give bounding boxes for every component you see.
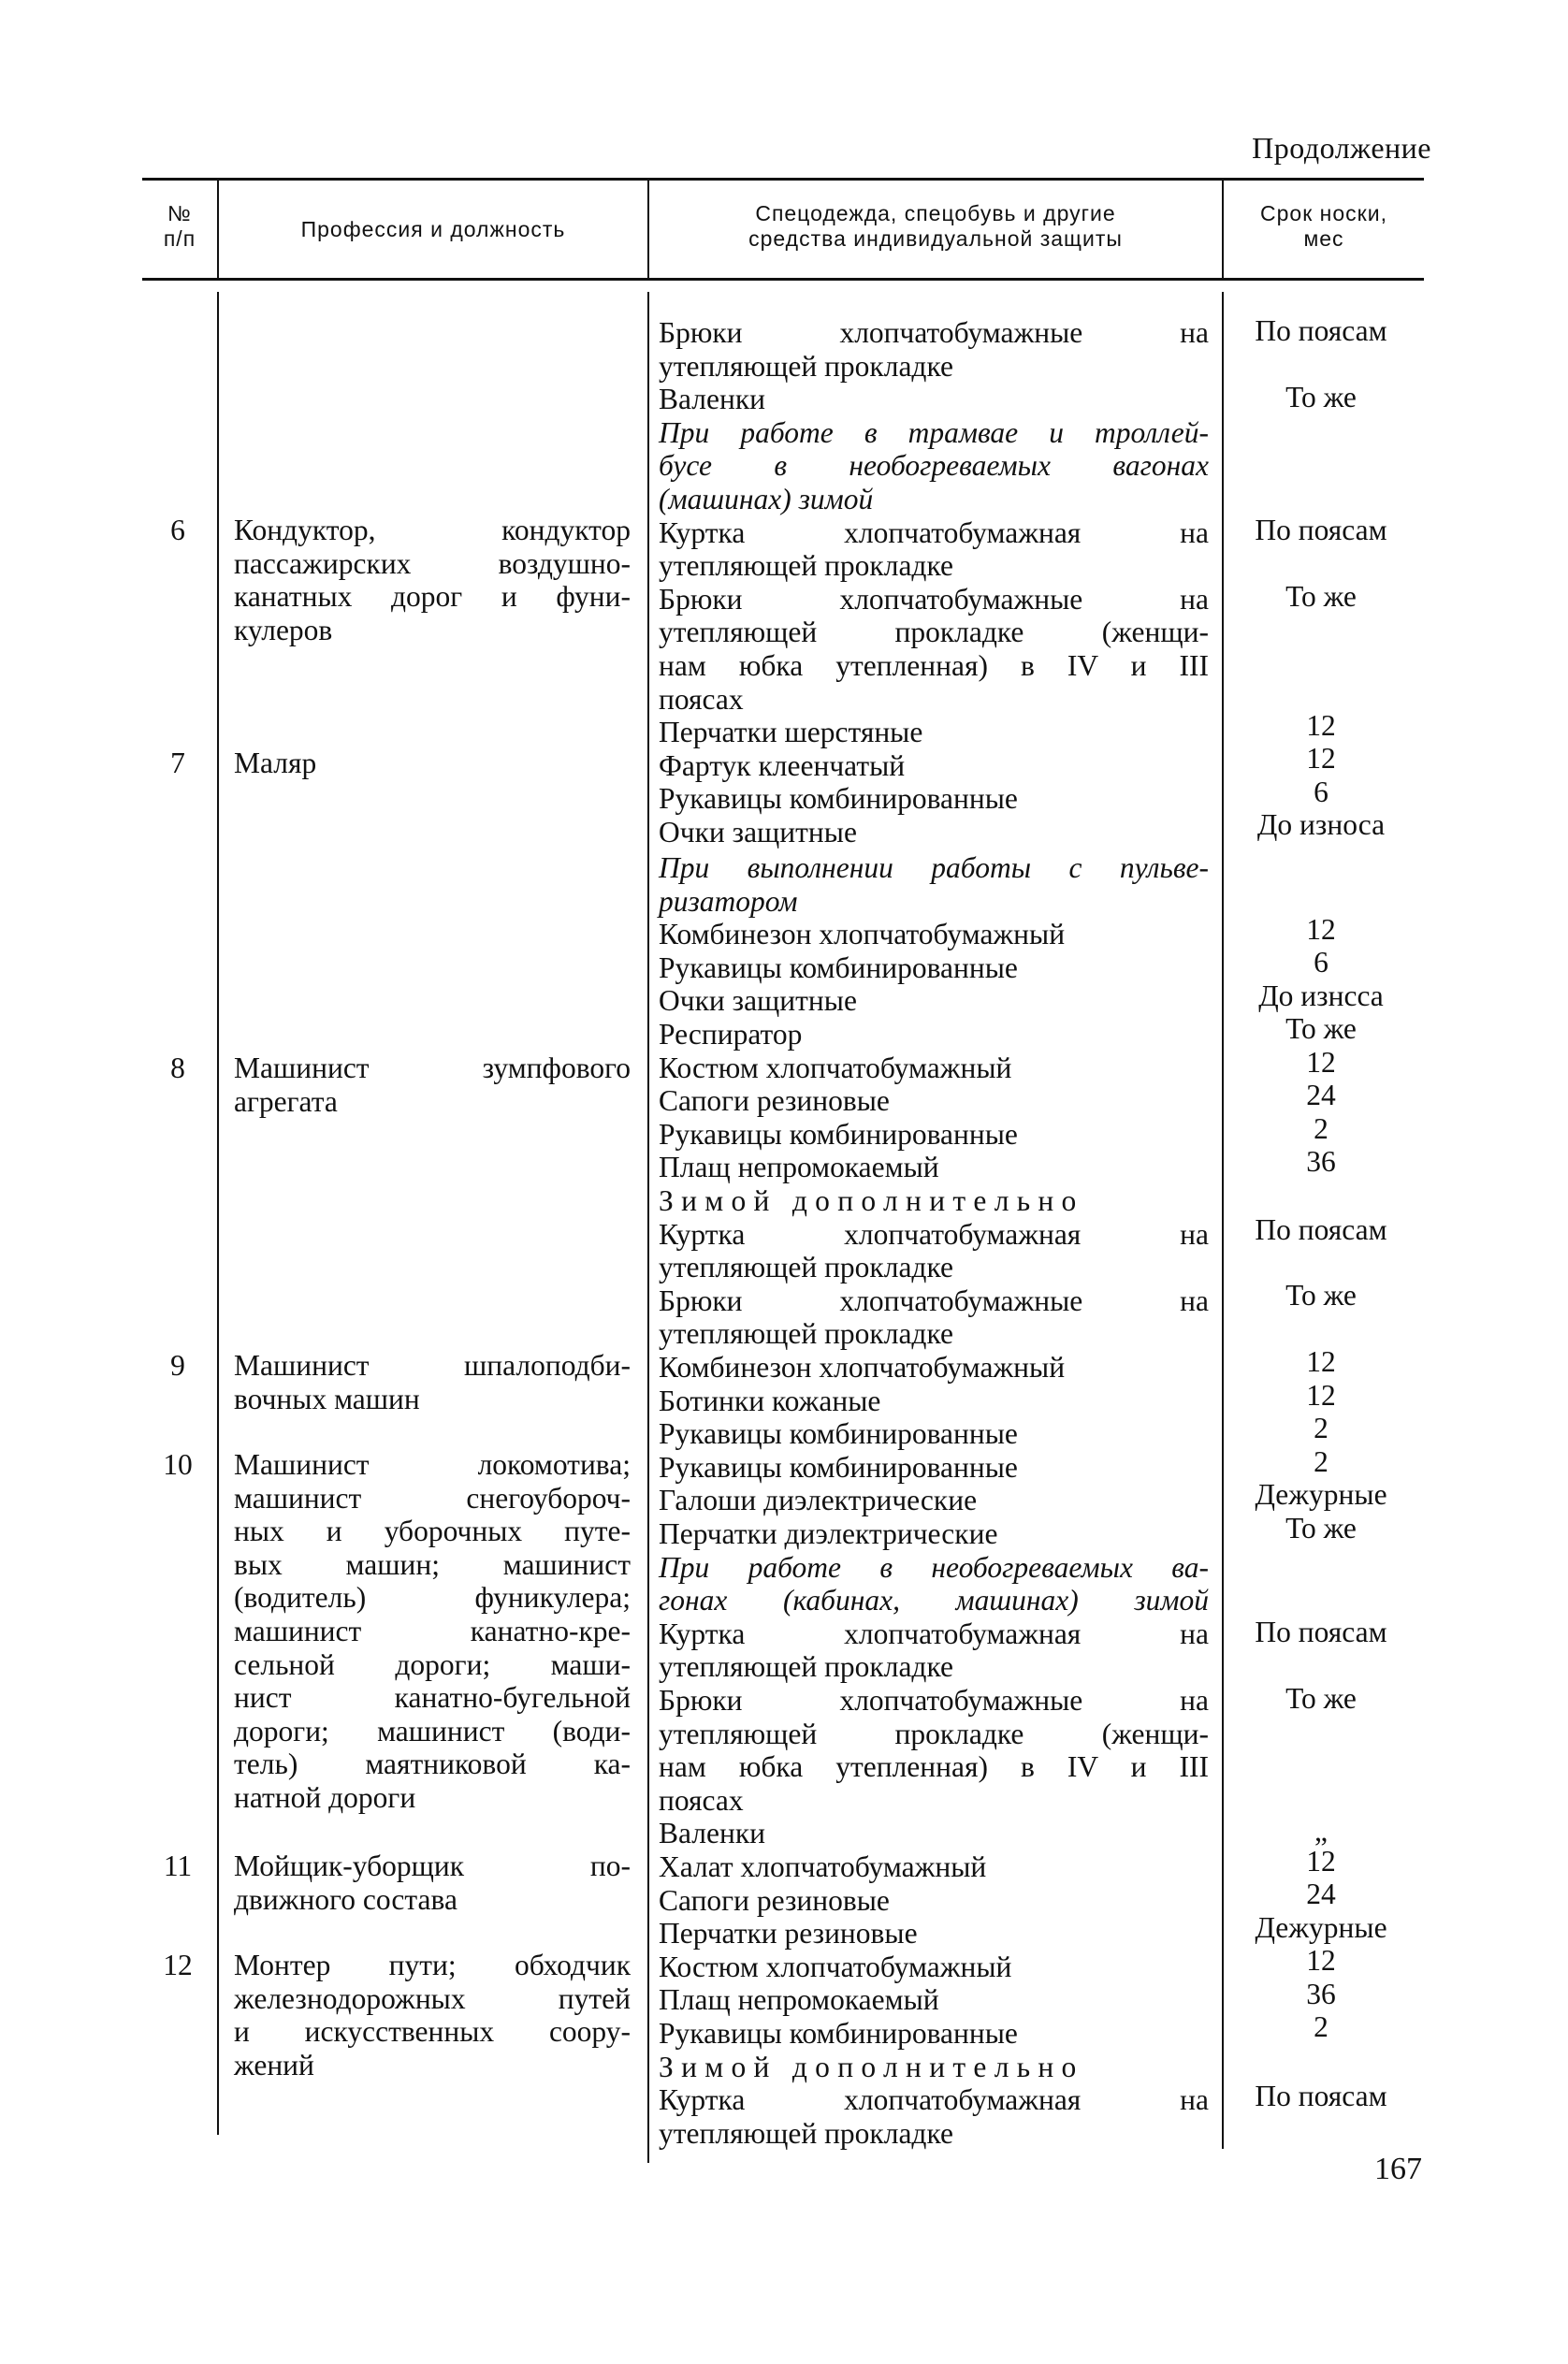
equipment-line: Комбинезон хлопчатобумажный: [659, 918, 1066, 951]
profession-line: дороги; машинист (води-: [234, 1714, 631, 1748]
row-num: 7: [170, 747, 185, 779]
equipment-line: Куртка хлопчатобумажная на: [659, 1217, 1209, 1251]
equipment-line: Перчатки диэлектрические: [659, 1517, 998, 1550]
equipment-line: бусе в необогреваемых вагонах: [659, 449, 1209, 483]
equipment-line: Костюм хлопчатобумажный: [659, 1051, 1012, 1084]
equipment-line: нам юбка утепленная) в IV и III: [659, 649, 1209, 682]
row-num: 8: [170, 1051, 185, 1084]
profession-line: Мойщик-уборщик по-: [234, 1849, 631, 1882]
header-term: [1224, 201, 1424, 252]
equipment-line: Валенки: [659, 1817, 765, 1850]
header-term-line: мес: [1303, 226, 1344, 251]
equipment-line: утепляющей прокладке: [659, 349, 953, 383]
equipment-line: Очки защитные: [659, 984, 857, 1018]
profession-line: канатных дорог и фуни-: [234, 580, 631, 614]
equipment-line: Брюки хлопчатобумажные на: [659, 1684, 1209, 1717]
term-value: По поясам: [1255, 1616, 1387, 1648]
term-value: Дежурные: [1255, 1478, 1387, 1511]
body-sep-2: [647, 292, 649, 2163]
equipment-line: гонах (кабинах, машинах) зимой: [659, 1584, 1209, 1617]
term-value: До износа: [1256, 808, 1386, 841]
term-value: 36: [1306, 1145, 1336, 1178]
equipment-line: Плащ непромокаемый: [659, 1983, 939, 2017]
row-num: 12: [163, 1949, 193, 1981]
header-term-line: Срок носки,: [1260, 201, 1387, 225]
term-value: То же: [1285, 381, 1357, 413]
profession-line: машинист снегоубороч-: [234, 1481, 631, 1515]
equipment-line: Перчатки резиновые: [659, 1917, 918, 1951]
profession-line: Машинист зумпфового: [234, 1051, 631, 1084]
term-value: 12: [1306, 1845, 1336, 1878]
term-value: „: [1314, 1815, 1328, 1848]
profession-line: Кондуктор, кондуктор: [234, 514, 631, 546]
term-value: По поясам: [1255, 2080, 1387, 2112]
equipment-line: поясах: [659, 682, 744, 716]
equipment-line: утепляющей прокладке (женщи-: [659, 616, 1209, 649]
equipment-line: Ботинки кожаные: [659, 1384, 881, 1417]
equipment-line: Рукавицы комбинированные: [659, 782, 1018, 816]
equipment-line: Рукавицы комбинированные: [659, 1117, 1018, 1151]
equipment-line: ризатором: [659, 884, 798, 918]
term-value: 36: [1306, 1978, 1336, 2010]
equipment-line: Сапоги резиновые: [659, 1883, 890, 1917]
equipment-line: Комбинезон хлопчатобумажный: [659, 1351, 1066, 1384]
equipment-line: Фартук клеенчатый: [659, 748, 906, 782]
profession-line: тель) маятниковой ка-: [234, 1748, 631, 1781]
equipment-line: Рукавицы комбинированные: [659, 2017, 1018, 2050]
term-value: До изнсса: [1258, 979, 1384, 1012]
profession-line: нист канатно-бугельной: [234, 1681, 631, 1715]
table-top-rule: [142, 178, 1424, 181]
equipment-line: При работе в трамвае и троллей-: [659, 415, 1209, 449]
header-num: [142, 201, 217, 252]
term-value: По поясам: [1255, 314, 1387, 347]
term-value: 12: [1306, 1379, 1336, 1412]
equipment-line: Халат хлопчатобумажный: [659, 1850, 987, 1883]
term-value: 6: [1314, 946, 1328, 979]
equipment-line: поясах: [659, 1783, 744, 1817]
profession-line: вых машин; машинист: [234, 1547, 631, 1581]
profession-line: железнодорожных путей: [234, 1981, 631, 2015]
equipment-line: утепляющей прокладке: [659, 2116, 953, 2150]
profession-line: Маляр: [234, 747, 317, 779]
header-equipment-line: средства индивидуальной защиты: [748, 226, 1123, 251]
equipment-line: утепляющей прокладке: [659, 1251, 953, 1284]
term-value: То же: [1285, 1279, 1357, 1312]
row-num: 9: [170, 1349, 185, 1382]
header-bottom-rule: [142, 278, 1424, 281]
term-value: По поясам: [1255, 1213, 1387, 1246]
profession-line: натной дороги: [234, 1781, 416, 1814]
profession-line: жений: [234, 2048, 314, 2081]
equipment-line: Куртка хлопчатобумажная на: [659, 1617, 1209, 1650]
profession-line: пассажирских воздушно-: [234, 546, 631, 580]
equipment-line: Брюки хлопчатобумажные на: [659, 316, 1209, 349]
equipment-line: Рукавицы комбинированные: [659, 950, 1018, 984]
term-value: 2: [1314, 1112, 1328, 1145]
term-value: 2: [1314, 1412, 1328, 1444]
equipment-line: Рукавицы комбинированные: [659, 1450, 1018, 1484]
profession-line: Машинист локомотива;: [234, 1448, 631, 1481]
term-value: То же: [1285, 1682, 1357, 1715]
term-value: 12: [1306, 742, 1336, 775]
equipment-line: Зимой дополнительно: [659, 1184, 1084, 1217]
profession-line: Монтер пути; обходчик: [234, 1949, 631, 1981]
profession-line: ных и уборочных путе-: [234, 1515, 631, 1548]
term-value: Дежурные: [1255, 1911, 1387, 1944]
equipment-line: При работе в необогреваемых ва-: [659, 1550, 1209, 1584]
equipment-line: Брюки хлопчатобумажные на: [659, 1284, 1209, 1317]
profession-line: машинист канатно-кре-: [234, 1615, 631, 1647]
header-profession: Профессия и должность: [300, 217, 566, 241]
equipment-line: Плащ непромокаемый: [659, 1151, 939, 1184]
header-equipment: [649, 201, 1222, 252]
equipment-line: Рукавицы комбинированные: [659, 1417, 1018, 1451]
term-value: 2: [1314, 2010, 1328, 2043]
term-value: То же: [1285, 580, 1357, 613]
equipment-line: (машинах) зимой: [659, 483, 874, 515]
header-num-line: №: [167, 201, 192, 225]
profession-line: агрегата: [234, 1084, 338, 1118]
term-value: 2: [1314, 1445, 1328, 1478]
profession-line: движного состава: [234, 1882, 457, 1916]
term-value: 24: [1306, 1878, 1336, 1910]
term-value: 24: [1306, 1079, 1336, 1111]
term-value: По поясам: [1255, 514, 1387, 546]
equipment-line: утепляющей прокладке: [659, 1650, 953, 1684]
continuation-label: Продолжение: [1252, 131, 1431, 165]
header-equipment-line: Спецодежда, спецобувь и другие: [755, 201, 1116, 225]
profession-line: и искусственных соору-: [234, 2015, 631, 2049]
equipment-line: Брюки хлопчатобумажные на: [659, 582, 1209, 616]
term-value: 12: [1306, 1345, 1336, 1378]
profession-line: сельной дороги; маши-: [234, 1647, 631, 1681]
equipment-line: Зимой дополнительно: [659, 2050, 1084, 2083]
term-value: То же: [1285, 1512, 1357, 1545]
equipment-line: утепляющей прокладке: [659, 1317, 953, 1351]
equipment-line: Костюм хлопчатобумажный: [659, 1950, 1012, 1983]
equipment-line: Куртка хлопчатобумажная на: [659, 515, 1209, 549]
page-number: 167: [1374, 2152, 1422, 2186]
equipment-line: утепляющей прокладке: [659, 549, 953, 583]
header-num-line: п/п: [163, 226, 196, 251]
equipment-line: Галоши диэлектрические: [659, 1484, 978, 1517]
equipment-line: Сапоги резиновые: [659, 1084, 890, 1118]
profession-line: (водитель) фуникулера;: [234, 1581, 631, 1615]
term-value: 12: [1306, 913, 1336, 946]
row-num: 11: [163, 1849, 193, 1882]
equipment-line: При выполнении работы с пульве-: [659, 851, 1209, 884]
body-sep-1: [217, 292, 219, 2135]
row-num: 10: [163, 1448, 193, 1481]
equipment-line: Очки защитные: [659, 816, 857, 848]
term-value: 12: [1306, 1046, 1336, 1079]
row-num: 6: [170, 514, 185, 546]
term-value: 12: [1306, 709, 1336, 742]
equipment-line: Куртка хлопчатобумажная на: [659, 2083, 1209, 2117]
equipment-line: утепляющей прокладке (женщи-: [659, 1717, 1209, 1750]
equipment-line: Респиратор: [659, 1018, 803, 1051]
term-value: 6: [1314, 776, 1328, 808]
equipment-line: нам юбка утепленная) в IV и III: [659, 1750, 1209, 1784]
profession-line: Машинист шпалоподби-: [234, 1349, 631, 1382]
profession-line: вочных машин: [234, 1382, 420, 1415]
equipment-line: Валенки: [659, 383, 765, 416]
term-value: То же: [1285, 1012, 1357, 1045]
equipment-line: Перчатки шерстяные: [659, 716, 923, 749]
term-value: 12: [1306, 1944, 1336, 1977]
profession-line: кулеров: [234, 613, 333, 646]
